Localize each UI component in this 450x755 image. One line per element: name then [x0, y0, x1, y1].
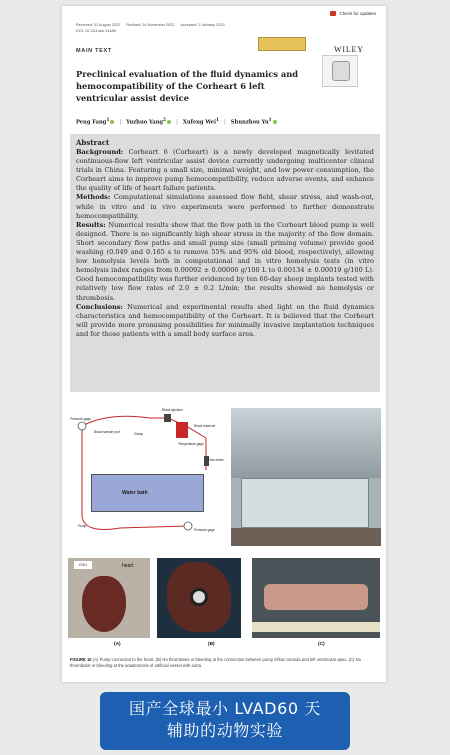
label-blood-sample-port: Blood sample port	[94, 430, 120, 434]
section-label: MAIN TEXT	[76, 48, 112, 54]
author[interactable]: Peng Fang$^1$	[76, 118, 114, 126]
panel-label-b: (B)	[208, 642, 215, 647]
banner-line-1: 国产全球最小 LVAD60 天	[129, 699, 321, 718]
photo-pump-heart	[68, 558, 150, 638]
sample-tag: C001	[74, 561, 92, 569]
abstract-results: Results: Numerical results show that the flow path in the Corheart blood pump is well designed. There is no significantly high shear stress in the majority of the flow domain. Short secondary flow paths and small pump size (small priming volume) provide good washing (0.049 and 0.165 s to remove 55% and 95% old blood, respectively), allowing low hemolysis levels both in computational and in vitro hemolysis tests (in vitro hemolysis index ranges from 0.00092 ± 0.00006 g/100 L to 0.00134 ± 0.00019 g/100 L). Good hemocompatibility was further evidenced by ten 60-day sheep implants tested with relatively low flow rates of 2.0 ± 0.2 L/min; the results showed no hemolysis or thrombosis.	[76, 220, 374, 302]
figure-lab-photo	[231, 408, 381, 546]
author-list: Peng Fang$^1$ | Yuzhuo Yang$^2$ | Xufeng Wei$^1$ | Shunzhou Yu$^1$	[76, 118, 277, 126]
abstract-box	[70, 134, 380, 392]
label-pressure-gage-2: Pressure gage	[194, 528, 215, 532]
revised-date: Revised: 24 November 2022	[126, 23, 175, 27]
caption-label: FIGURE 10	[70, 657, 92, 662]
chinese-caption-banner	[100, 692, 350, 750]
accepted-date: Accepted: 3 January 2023	[180, 23, 225, 27]
label-temperature-gage: Temperature gage	[178, 442, 204, 446]
panel-label-c: (C)	[318, 642, 325, 647]
publisher-logo: WILEY	[334, 45, 364, 54]
water-bath-label: Water bath	[122, 490, 148, 496]
abstract-conclusions: Conclusions: Numerical and experimental results shed light on the fluid dynamics characteristics and hemocompatibility of the Corheart. It is believed that the Corheart will provide more promising possibilities for minimally invasive implantation techniques and for those patients with a small body surface area.	[76, 302, 374, 338]
banner-line-2: 辅助的动物实验	[166, 721, 284, 740]
orcid-icon	[110, 120, 114, 124]
author[interactable]: Yuzhuo Yang$^2$	[126, 118, 171, 126]
figure-caption	[70, 657, 380, 669]
photo-inflow-cannula	[157, 558, 241, 638]
label-clamp: Clamp	[134, 432, 144, 436]
author[interactable]: Xufeng Wei$^1$	[182, 118, 220, 126]
journal-cover-image	[322, 55, 358, 87]
updates-icon	[330, 11, 336, 16]
label-pump: Pump	[78, 524, 87, 528]
orcid-icon	[273, 120, 277, 124]
label-blood-injection: Blood injection	[162, 408, 183, 412]
author[interactable]: Shunzhou Yu$^1$	[231, 118, 277, 126]
received-date: Received: 31 August 2022	[76, 23, 121, 27]
label-flow-meter: Flow meter	[208, 458, 224, 462]
check-for-updates-link[interactable]	[330, 11, 376, 16]
journal-logo	[258, 37, 306, 51]
figure-schematic	[68, 408, 228, 546]
caption-text: (A) Pump connected to the heart. (B) No thrombosis or bleeding at the connection between pump inflow cannula and left ventricular apex. (C) No thrombosis or bleeding at the anastomosis of artificial vessel with aorta.	[70, 657, 361, 668]
updates-label: Check for updates	[339, 11, 376, 16]
article-title: Preclinical evaluation of the fluid dynamics and hemocompatibility of the Corheart 6 left ventricular assist device	[76, 69, 299, 103]
heart-label: heart	[122, 563, 134, 569]
abstract-methods: Methods: Computational simulations assessed flow field, shear stress, and wash-out, while in vitro and in vivo experiments were performed to further demonstrate hemocompatibility.	[76, 193, 374, 220]
label-pressure-gage-1: Pressure gage	[70, 417, 91, 421]
article-dates	[76, 22, 225, 34]
orcid-icon	[167, 120, 171, 124]
doi[interactable]: DOI: 10.1111/aor.14488	[76, 29, 116, 33]
label-blood-reservoir: Blood reservoir	[194, 424, 216, 428]
panel-label-a: (A)	[114, 642, 121, 647]
paper-page	[62, 6, 386, 682]
photo-artificial-vessel	[252, 558, 380, 638]
abstract-heading: Abstract	[76, 138, 110, 147]
abstract-background: Background: Corheart 6 (Corheart) is a newly developed magnetically levitated continuous-flow left ventricular assist device currently undergoing multicenter clinical trials in China. Featuring a small size, minimal weight, and low power consumption, the Corheart aims to improve pump hemocompatibility, reduce adverse events, and enhance the quality of life of heart failure patients.	[76, 148, 374, 193]
